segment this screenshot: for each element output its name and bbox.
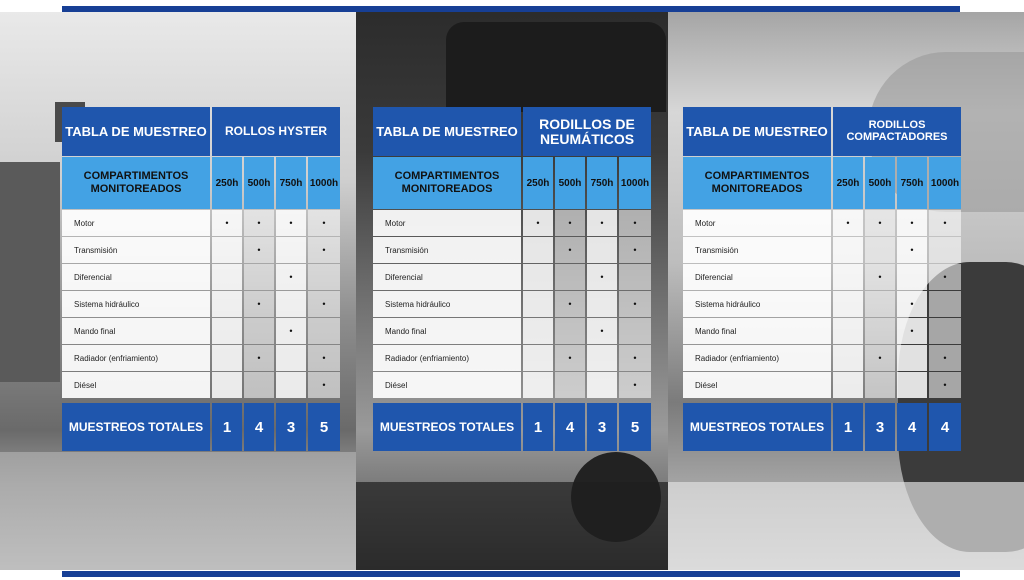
totals-label: MUESTREOS TOTALES (62, 403, 210, 451)
total-value: 3 (865, 403, 895, 451)
compartments-heading: COMPARTIMENTOS MONITOREADOS (373, 157, 521, 209)
sample-cell: • (619, 291, 651, 317)
sample-cell: • (929, 210, 961, 236)
table-row (683, 372, 961, 398)
compartment-label: Radiador (enfriamiento) (683, 345, 831, 371)
compartment-label: Diferencial (62, 264, 210, 290)
table-row (62, 264, 340, 290)
sample-cell: • (555, 345, 585, 371)
sample-cell: • (244, 237, 274, 263)
sample-cell: • (244, 210, 274, 236)
table-row (373, 291, 651, 317)
sample-cell: • (929, 372, 961, 398)
compartment-label: Diésel (62, 372, 210, 398)
sample-cell: • (308, 345, 340, 371)
total-value: 4 (897, 403, 927, 451)
compartment-label: Motor (62, 210, 210, 236)
total-value: 3 (587, 403, 617, 451)
compartment-label: Sistema hidráulico (373, 291, 521, 317)
compartment-label: Sistema hidráulico (683, 291, 831, 317)
sample-cell (929, 237, 961, 263)
equipment-name: RODILLOS DE NEUMÁTICOS (523, 107, 651, 156)
table-title: TABLA DE MUESTREO (683, 107, 831, 156)
sample-cell: • (587, 318, 617, 344)
total-value: 1 (212, 403, 242, 451)
table-header (373, 107, 651, 156)
sample-cell: • (555, 291, 585, 317)
table-row (62, 210, 340, 236)
sampling-table-hyster (62, 107, 340, 451)
table-row (373, 372, 651, 398)
table-row (683, 264, 961, 290)
sample-cell (244, 264, 274, 290)
hours-column: 500h (244, 157, 274, 209)
sample-cell (523, 291, 553, 317)
sample-cell: • (308, 291, 340, 317)
hours-column: 500h (555, 157, 585, 209)
sample-cell: • (929, 264, 961, 290)
sample-cell: • (555, 210, 585, 236)
table-subheader (373, 157, 651, 209)
compartment-label: Diésel (683, 372, 831, 398)
sample-cell (523, 345, 553, 371)
totals-row (62, 403, 340, 451)
sample-cell (929, 318, 961, 344)
sample-cell: • (212, 210, 242, 236)
sample-cell (555, 372, 585, 398)
road-shape (356, 482, 668, 570)
sample-cell: • (865, 345, 895, 371)
sample-cell (833, 291, 863, 317)
sample-cell (276, 237, 306, 263)
sample-cell (833, 264, 863, 290)
compartment-label: Transmisión (683, 237, 831, 263)
sample-cell: • (619, 237, 651, 263)
sample-cell: • (523, 210, 553, 236)
compartment-label: Mando final (373, 318, 521, 344)
sample-cell: • (865, 210, 895, 236)
sampling-table-pneumatic (373, 107, 651, 451)
equipment-name: ROLLOS HYSTER (212, 107, 340, 156)
table-row (683, 291, 961, 317)
total-value: 4 (929, 403, 961, 451)
sample-cell: • (555, 237, 585, 263)
hours-column: 250h (523, 157, 553, 209)
compartment-label: Sistema hidráulico (62, 291, 210, 317)
hours-column: 750h (276, 157, 306, 209)
compartment-label: Radiador (enfriamiento) (62, 345, 210, 371)
table-row (62, 237, 340, 263)
sample-cell (833, 345, 863, 371)
sample-cell (555, 318, 585, 344)
sample-cell: • (619, 372, 651, 398)
sample-cell (523, 318, 553, 344)
bottom-accent-bar (62, 571, 960, 577)
total-value: 5 (308, 403, 340, 451)
sample-cell: • (587, 264, 617, 290)
sample-cell (276, 372, 306, 398)
sample-cell (308, 264, 340, 290)
sample-cell (523, 372, 553, 398)
table-subheader (62, 157, 340, 209)
cab-shape (446, 22, 666, 112)
sample-cell (929, 291, 961, 317)
sample-cell (619, 318, 651, 344)
sample-cell (212, 264, 242, 290)
sample-cell: • (308, 372, 340, 398)
table-row (62, 345, 340, 371)
sample-cell: • (619, 210, 651, 236)
table-row (373, 264, 651, 290)
sample-cell (587, 345, 617, 371)
totals-label: MUESTREOS TOTALES (373, 403, 521, 451)
sample-cell (833, 318, 863, 344)
sample-cell (244, 318, 274, 344)
compartment-label: Motor (683, 210, 831, 236)
sample-cell: • (897, 318, 927, 344)
table-row (62, 372, 340, 398)
sample-cell (555, 264, 585, 290)
total-value: 3 (276, 403, 306, 451)
compartment-label: Mando final (62, 318, 210, 344)
total-value: 1 (833, 403, 863, 451)
soil-shape (668, 482, 1024, 570)
table-subheader (683, 157, 961, 209)
sample-cell (587, 372, 617, 398)
equipment-name: RODILLOS COMPACTADORES (833, 107, 961, 156)
sample-cell: • (587, 210, 617, 236)
sample-cell (523, 237, 553, 263)
compartment-label: Transmisión (62, 237, 210, 263)
sample-cell (865, 372, 895, 398)
compartment-label: Diferencial (683, 264, 831, 290)
sample-cell: • (244, 345, 274, 371)
compartment-label: Radiador (enfriamiento) (373, 345, 521, 371)
sample-cell (212, 291, 242, 317)
hours-column: 250h (212, 157, 242, 209)
hours-column: 250h (833, 157, 863, 209)
sample-cell (244, 372, 274, 398)
sample-cell (587, 237, 617, 263)
sample-cell: • (308, 237, 340, 263)
hours-column: 1000h (929, 157, 961, 209)
sample-cell (276, 345, 306, 371)
sample-cell: • (929, 345, 961, 371)
compartment-label: Diferencial (373, 264, 521, 290)
table-row (373, 210, 651, 236)
sample-cell: • (865, 264, 895, 290)
sample-cell (276, 291, 306, 317)
table-title: TABLA DE MUESTREO (62, 107, 210, 156)
totals-row (373, 403, 651, 451)
hours-column: 1000h (619, 157, 651, 209)
sample-cell: • (897, 210, 927, 236)
sample-cell (212, 318, 242, 344)
compartments-heading: COMPARTIMENTOS MONITOREADOS (683, 157, 831, 209)
table-row (373, 345, 651, 371)
sample-cell (833, 372, 863, 398)
sample-cell: • (833, 210, 863, 236)
sample-cell (865, 318, 895, 344)
hours-column: 750h (587, 157, 617, 209)
sample-cell: • (276, 264, 306, 290)
compartments-heading: COMPARTIMENTOS MONITOREADOS (62, 157, 210, 209)
sample-cell (833, 237, 863, 263)
sample-cell: • (276, 210, 306, 236)
sample-cell (897, 264, 927, 290)
hours-column: 500h (865, 157, 895, 209)
sample-cell (619, 264, 651, 290)
table-row (62, 318, 340, 344)
total-value: 1 (523, 403, 553, 451)
compartment-label: Transmisión (373, 237, 521, 263)
table-header (683, 107, 961, 156)
sample-cell (897, 345, 927, 371)
sample-cell: • (308, 210, 340, 236)
sample-cell (865, 291, 895, 317)
sample-cell (587, 291, 617, 317)
totals-row (683, 403, 961, 451)
totals-label: MUESTREOS TOTALES (683, 403, 831, 451)
compartment-label: Diésel (373, 372, 521, 398)
sample-cell (212, 372, 242, 398)
hours-column: 750h (897, 157, 927, 209)
sample-cell: • (244, 291, 274, 317)
roller-body-shape (0, 162, 60, 382)
table-row (683, 237, 961, 263)
sample-cell: • (897, 237, 927, 263)
total-value: 4 (244, 403, 274, 451)
table-row (683, 318, 961, 344)
table-header (62, 107, 340, 156)
sample-cell (212, 237, 242, 263)
ground-shape (0, 452, 356, 570)
sample-cell (897, 372, 927, 398)
total-value: 5 (619, 403, 651, 451)
table-row (373, 318, 651, 344)
table-row (683, 345, 961, 371)
sample-cell: • (276, 318, 306, 344)
table-row (62, 291, 340, 317)
table-row (373, 237, 651, 263)
sample-cell: • (619, 345, 651, 371)
sample-cell (308, 318, 340, 344)
compartment-label: Mando final (683, 318, 831, 344)
compartment-label: Motor (373, 210, 521, 236)
hours-column: 1000h (308, 157, 340, 209)
table-title: TABLA DE MUESTREO (373, 107, 521, 156)
sample-cell: • (897, 291, 927, 317)
sample-cell (523, 264, 553, 290)
total-value: 4 (555, 403, 585, 451)
sample-cell (212, 345, 242, 371)
sample-cell (865, 237, 895, 263)
table-row (683, 210, 961, 236)
sampling-table-compactor (683, 107, 961, 451)
